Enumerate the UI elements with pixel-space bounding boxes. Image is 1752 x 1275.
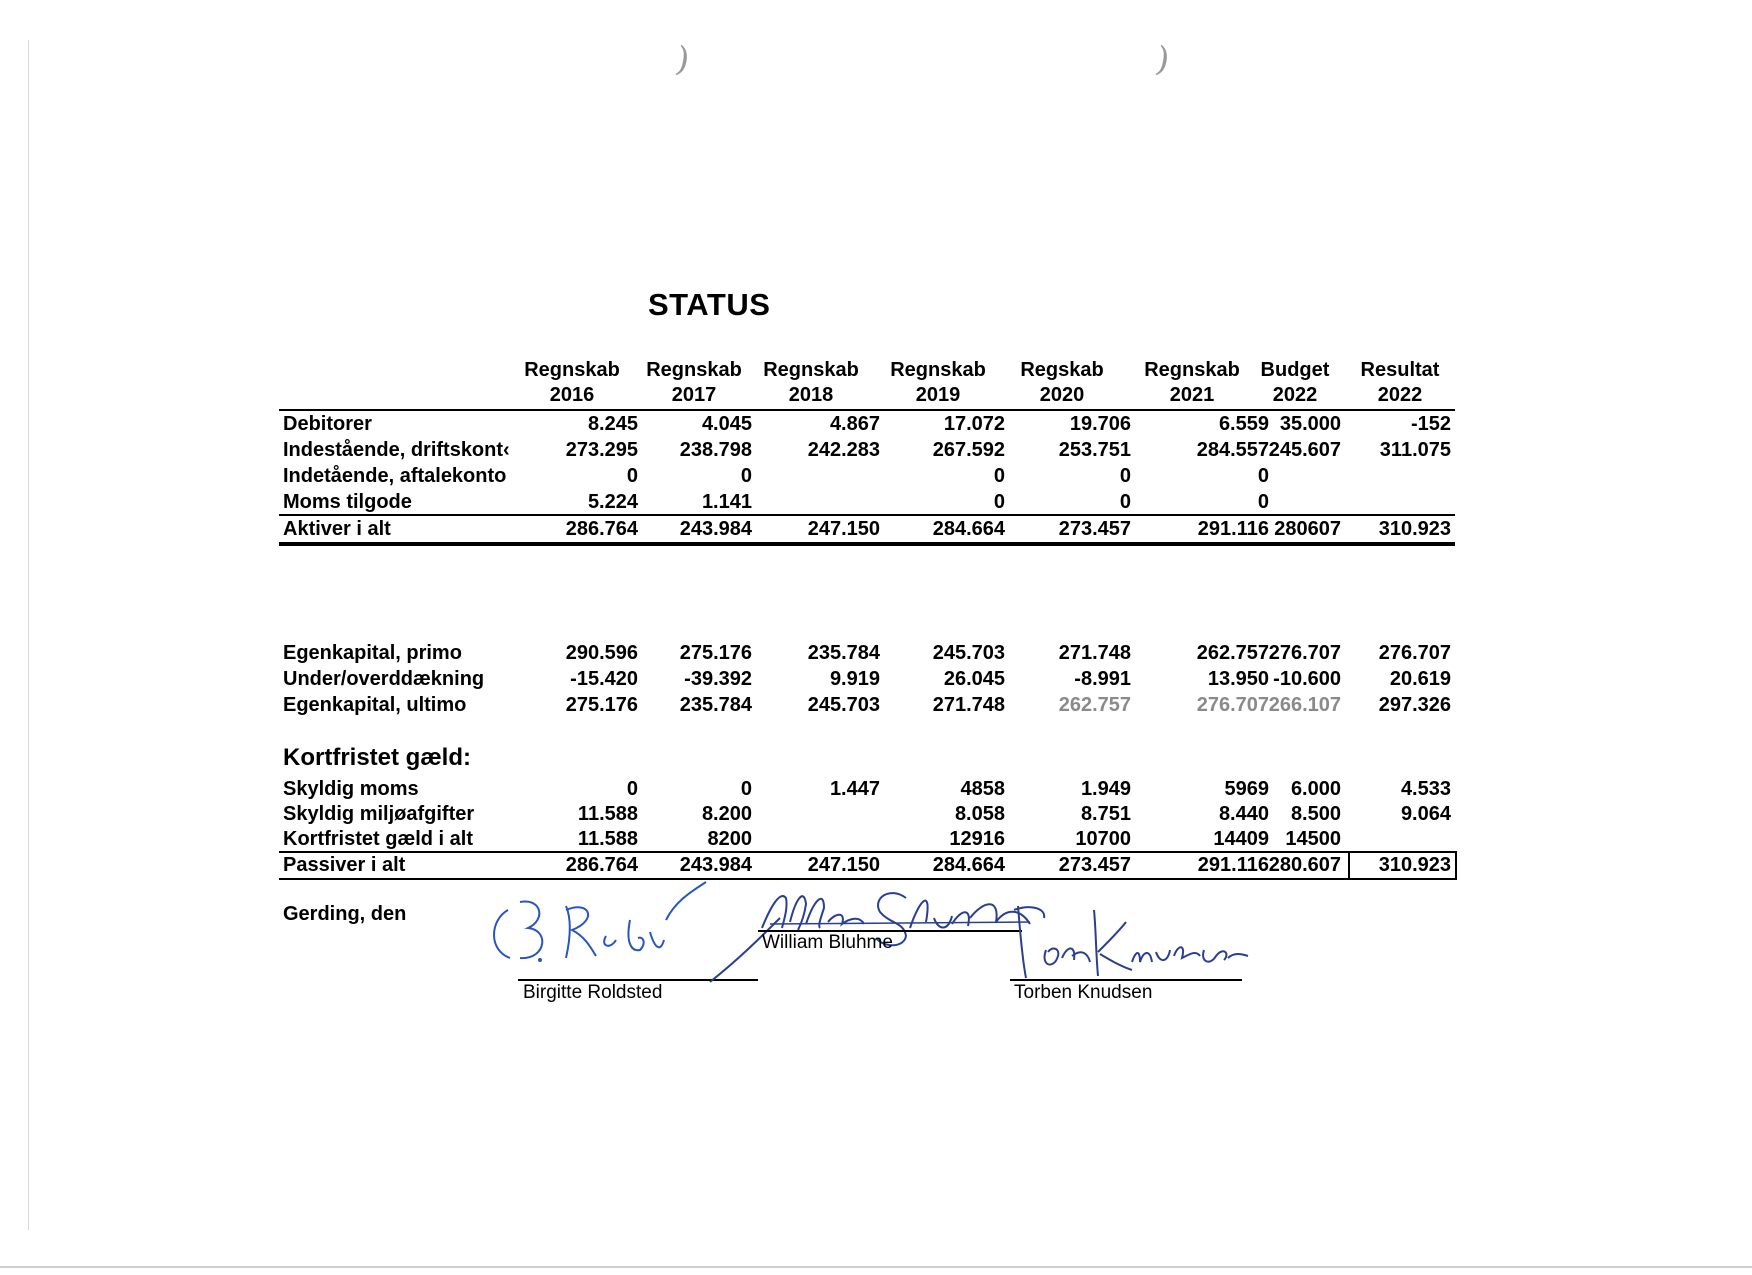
- row-label: Skyldig miljøafgifter: [283, 803, 475, 825]
- row-value: 4.045: [701, 413, 752, 435]
- punch-hole-mark: ): [1152, 39, 1173, 81]
- row-value: 243.984: [679, 854, 752, 876]
- row-value: 8.440: [1218, 803, 1269, 825]
- signer-name: Torben Knudsen: [1014, 982, 1153, 1003]
- column-header-year: 2022: [1272, 384, 1318, 406]
- row-value: 0: [1257, 491, 1269, 513]
- row-value: 0: [1119, 465, 1131, 487]
- table-row: [279, 437, 1455, 463]
- signer-name: William Bluhme: [762, 932, 893, 953]
- row-value: 275.176: [679, 642, 752, 664]
- row-value: 267.592: [932, 439, 1005, 461]
- total-row: [279, 852, 1455, 878]
- place-date-label: Gerding, den: [283, 903, 407, 925]
- row-value: 1.949: [1080, 778, 1131, 800]
- row-value: 14409: [1213, 828, 1269, 850]
- row-value: -15.420: [570, 668, 638, 690]
- row-value: 266.107: [1268, 694, 1341, 716]
- row-value: 1.141: [701, 491, 752, 513]
- row-label: Indetående, aftalekonto: [283, 465, 507, 487]
- row-value: -152: [1410, 413, 1451, 435]
- row-value: 235.784: [807, 642, 880, 664]
- column-header-row: [279, 382, 1455, 407]
- column-header-label: Regskab: [1020, 359, 1104, 381]
- row-value: 238.798: [679, 439, 752, 461]
- row-value: 4.533: [1400, 778, 1451, 800]
- row-value: 10700: [1075, 828, 1131, 850]
- column-header-year: 2022: [1377, 384, 1423, 406]
- row-value: 0: [1119, 491, 1131, 513]
- table-row: [279, 776, 1455, 802]
- column-header-year: 2016: [549, 384, 595, 406]
- row-label: Egenkapital, ultimo: [283, 694, 467, 716]
- column-header-label: Resultat: [1360, 359, 1440, 381]
- column-header-label: Budget: [1260, 359, 1330, 381]
- column-header-year: 2018: [788, 384, 834, 406]
- row-value: 284.664: [932, 854, 1005, 876]
- row-value: 4858: [960, 778, 1005, 800]
- punch-hole-mark: ): [672, 39, 693, 81]
- row-value: 5969: [1224, 778, 1269, 800]
- table-row: [279, 489, 1455, 515]
- signature-birgitte: [480, 880, 720, 980]
- row-value: 0: [626, 465, 638, 487]
- row-value: 310.923: [1378, 854, 1451, 876]
- table-row: [279, 801, 1455, 827]
- column-header-row: [279, 357, 1455, 382]
- row-value: 262.757: [1058, 694, 1131, 716]
- row-value: 35.000: [1279, 413, 1341, 435]
- row-value: 6.000: [1290, 778, 1341, 800]
- page-title: STATUS: [648, 287, 771, 322]
- row-value: 20.619: [1389, 668, 1451, 690]
- row-value: 26.045: [943, 668, 1005, 690]
- column-header-year: 2019: [915, 384, 961, 406]
- row-value: -10.600: [1273, 668, 1341, 690]
- column-header-label: Regnskab: [524, 359, 620, 381]
- row-value: 276.707: [1268, 642, 1341, 664]
- row-value: 297.326: [1378, 694, 1451, 716]
- row-value: 11.588: [577, 803, 638, 825]
- column-header-year: 2021: [1169, 384, 1215, 406]
- row-value: 291.116: [1197, 518, 1269, 540]
- row-value: 243.984: [679, 518, 752, 540]
- row-value: 280.607: [1268, 854, 1341, 876]
- row-value: 8.245: [587, 413, 638, 435]
- row-value: 273.457: [1058, 518, 1131, 540]
- row-label: Kortfristet gæld i alt: [283, 828, 474, 850]
- row-label: Skyldig moms: [283, 778, 419, 800]
- table-row: [279, 826, 1455, 852]
- row-value: 286.764: [565, 854, 638, 876]
- row-value: -39.392: [684, 668, 752, 690]
- row-value: 280607: [1274, 518, 1341, 540]
- table-row: [279, 666, 1455, 692]
- row-value: 0: [1257, 465, 1269, 487]
- signature-line: [1010, 979, 1242, 981]
- row-value: 14500: [1285, 828, 1341, 850]
- row-value: 17.072: [943, 413, 1005, 435]
- row-value: 13.950: [1207, 668, 1269, 690]
- column-header-label: Regnskab: [1144, 359, 1240, 381]
- total-row: [279, 516, 1455, 542]
- column-header-label: Regnskab: [763, 359, 859, 381]
- row-value: 253.751: [1058, 439, 1131, 461]
- row-value: 8200: [707, 828, 752, 850]
- row-value: 0: [740, 778, 752, 800]
- row-value: -8.991: [1074, 668, 1131, 690]
- row-value: 273.295: [565, 439, 638, 461]
- signer-name: Birgitte Roldsted: [523, 982, 663, 1003]
- row-value: 12916: [949, 828, 1005, 850]
- row-value: 0: [993, 465, 1005, 487]
- table-row: [279, 411, 1455, 437]
- row-value: 247.150: [807, 518, 880, 540]
- row-value: 276.707: [1196, 694, 1269, 716]
- page-edge: [0, 1266, 1752, 1268]
- signature-torben: [1010, 900, 1250, 990]
- page-edge: [28, 40, 29, 1230]
- row-value: 286.764: [565, 518, 638, 540]
- row-label: Under/overddækning: [283, 668, 485, 690]
- row-value: 273.457: [1058, 854, 1131, 876]
- row-value: 310.923: [1378, 518, 1451, 540]
- row-label: Moms tilgode: [283, 491, 412, 513]
- row-value: 311.075: [1379, 439, 1451, 461]
- row-value: 9.919: [829, 668, 880, 690]
- row-label: Debitorer: [283, 413, 372, 435]
- row-label: Passiver i alt: [283, 854, 406, 876]
- column-header-year: 2017: [671, 384, 717, 406]
- row-value: 242.283: [807, 439, 880, 461]
- row-value: 5.224: [587, 491, 638, 513]
- row-value: 4.867: [829, 413, 880, 435]
- row-value: 9.064: [1400, 803, 1451, 825]
- row-value: 262.757: [1196, 642, 1269, 664]
- row-label: Indestående, driftskont‹: [283, 439, 510, 461]
- row-value: 6.559: [1218, 413, 1269, 435]
- row-value: 284.664: [932, 518, 1005, 540]
- table-row: [279, 463, 1455, 489]
- row-value: 290.596: [565, 642, 638, 664]
- row-value: 284.557: [1196, 439, 1269, 461]
- row-value: 8.500: [1290, 803, 1341, 825]
- row-value: 8.058: [954, 803, 1005, 825]
- row-value: 247.150: [807, 854, 880, 876]
- row-value: 276.707: [1378, 642, 1451, 664]
- section-heading: Kortfristet gæld:: [283, 744, 471, 771]
- column-header-year: 2020: [1039, 384, 1085, 406]
- row-value: 291.116: [1197, 854, 1269, 876]
- row-value: 8.200: [701, 803, 752, 825]
- row-value: 19.706: [1069, 413, 1131, 435]
- table-rule: [279, 544, 1455, 546]
- row-value: 271.748: [1058, 642, 1131, 664]
- row-value: 275.176: [565, 694, 638, 716]
- result-box: [1348, 851, 1457, 880]
- row-label: Aktiver i alt: [283, 518, 391, 540]
- table-row: [279, 692, 1455, 718]
- row-value: 0: [740, 465, 752, 487]
- row-value: 1.447: [829, 778, 880, 800]
- row-value: 245.703: [932, 642, 1005, 664]
- row-label: Egenkapital, primo: [283, 642, 462, 664]
- row-value: 245.607: [1268, 439, 1341, 461]
- row-value: 0: [626, 778, 638, 800]
- row-value: 8.751: [1080, 803, 1131, 825]
- row-value: 0: [993, 491, 1005, 513]
- column-header-label: Regnskab: [890, 359, 986, 381]
- row-value: 245.703: [807, 694, 880, 716]
- table-row: [279, 640, 1455, 666]
- column-header-label: Regnskab: [646, 359, 742, 381]
- row-value: 235.784: [679, 694, 752, 716]
- row-value: 11.588: [577, 828, 638, 850]
- row-value: 271.748: [932, 694, 1005, 716]
